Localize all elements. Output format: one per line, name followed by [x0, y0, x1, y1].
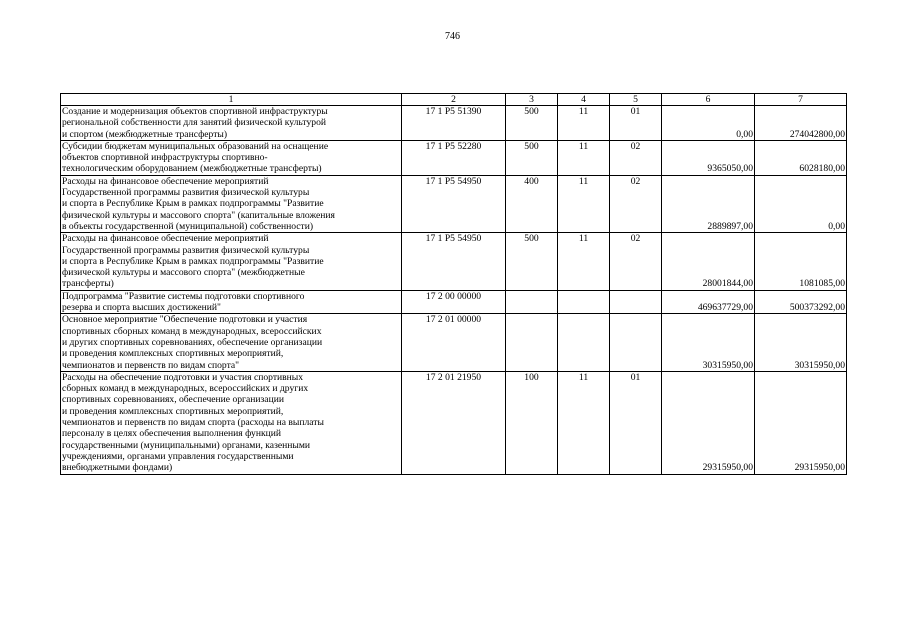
description-line: внебюджетными фондами)	[62, 462, 173, 474]
amount-column-7: 0,00	[755, 175, 847, 232]
amount-column-6: 469637729,00	[662, 290, 755, 314]
amount-column-7: 500373292,00	[755, 290, 847, 314]
description-line: резерва и спорта высших достижений"	[62, 302, 221, 314]
row-description	[61, 290, 402, 314]
description-line: Основное мероприятие "Обеспечение подготовки и участия	[62, 314, 308, 326]
expense-type-code	[506, 314, 558, 371]
subsection-code: 01	[610, 106, 662, 141]
section-code: 11	[558, 233, 610, 290]
description-line: Расходы на финансовое обеспечение мероприятий	[62, 175, 269, 187]
expense-type-code: 400	[506, 175, 558, 232]
subsection-code	[610, 290, 662, 314]
amount-column-6: 2889897,00	[662, 175, 755, 232]
description-line: и проведения комплексных спортивных мероприятий,	[62, 405, 284, 417]
target-article-code: 17 2 01 00000	[402, 314, 506, 371]
table-row	[61, 314, 847, 371]
row-description	[61, 106, 402, 141]
expense-type-code: 500	[506, 233, 558, 290]
subsection-code: 02	[610, 175, 662, 232]
description-line: Подпрограмма "Развитие системы подготовки спортивного	[62, 290, 305, 302]
description-line: сборных команд в международных, всероссийских и других	[62, 383, 309, 395]
amount-column-7: 30315950,00	[755, 314, 847, 371]
column-header: 6	[662, 94, 755, 106]
description-line: региональной собственности для занятий физической культурой	[62, 117, 327, 129]
description-line: Расходы на обеспечение подготовки и участия спортивных	[62, 371, 304, 383]
description-line: Расходы на финансовое обеспечение мероприятий	[62, 233, 269, 245]
description-line: и спорта в Республике Крым в рамках подпрограммы "Развитие	[62, 198, 324, 210]
row-description	[61, 175, 402, 232]
description-line: физической культуры и массового спорта" (капитальные вложения	[62, 209, 335, 221]
row-description	[61, 314, 402, 371]
expense-type-code	[506, 290, 558, 314]
description-line: спортивных сборных команд в международных, всероссийских	[62, 325, 322, 337]
column-header: 4	[558, 94, 610, 106]
amount-column-6: 28001844,00	[662, 233, 755, 290]
amount-column-6: 29315950,00	[662, 371, 755, 474]
description-line: объектов спортивной инфраструктуры спортивно-	[62, 152, 268, 164]
target-article-code: 17 2 01 21950	[402, 371, 506, 474]
amount-column-6: 9365050,00	[662, 140, 755, 175]
description-line: чемпионатов и первенств по видам спорта"	[62, 359, 240, 371]
description-line: физической культуры и массового спорта" (межбюджетные	[62, 267, 305, 279]
description-line: в объекты государственной (муниципальной) собственности)	[62, 220, 314, 232]
column-header: 1	[61, 94, 402, 106]
expense-type-code: 500	[506, 106, 558, 141]
subsection-code	[610, 314, 662, 371]
amount-column-7: 1081085,00	[755, 233, 847, 290]
table-row	[61, 290, 847, 314]
description-line: Государственной программы развития физической культуры	[62, 187, 310, 199]
section-code: 11	[558, 106, 610, 141]
description-line: спортивных соревнованиях, обеспечение организации	[62, 394, 284, 406]
description-line: технологическим оборудованием (межбюджетные трансферты)	[62, 163, 322, 175]
column-header: 2	[402, 94, 506, 106]
budget-table	[60, 93, 847, 475]
subsection-code: 02	[610, 233, 662, 290]
target-article-code: 17 1 Р5 52280	[402, 140, 506, 175]
table-row	[61, 175, 847, 232]
section-code: 11	[558, 140, 610, 175]
table-row	[61, 233, 847, 290]
description-line: и спорта в Республике Крым в рамках подпрограммы "Развитие	[62, 255, 324, 267]
row-description	[61, 371, 402, 474]
section-code	[558, 290, 610, 314]
row-description	[61, 233, 402, 290]
description-line: Создание и модернизация объектов спортивной инфраструктуры	[62, 106, 328, 117]
description-line: и других спортивных соревнованиях, обеспечение организации	[62, 336, 323, 348]
target-article-code: 17 2 00 00000	[402, 290, 506, 314]
description-line: Субсидии бюджетам муниципальных образований на оснащение	[62, 140, 329, 152]
description-line: и проведения комплексных спортивных мероприятий,	[62, 348, 284, 360]
column-header: 3	[506, 94, 558, 106]
subsection-code: 01	[610, 371, 662, 474]
column-header: 7	[755, 94, 847, 106]
section-code: 11	[558, 175, 610, 232]
page-number: 746	[445, 31, 460, 42]
amount-column-7: 6028180,00	[755, 140, 847, 175]
amount-column-7: 29315950,00	[755, 371, 847, 474]
amount-column-7: 274042800,00	[755, 106, 847, 141]
table-row	[61, 106, 847, 141]
amount-column-6: 30315950,00	[662, 314, 755, 371]
target-article-code: 17 1 Р5 51390	[402, 106, 506, 141]
target-article-code: 17 1 Р5 54950	[402, 175, 506, 232]
section-code	[558, 314, 610, 371]
amount-column-6: 0,00	[662, 106, 755, 141]
description-line: учреждениями, органами управления государственными	[62, 450, 294, 462]
expense-type-code: 100	[506, 371, 558, 474]
description-line: и спортом (межбюджетные трансферты)	[62, 128, 228, 140]
column-header: 5	[610, 94, 662, 106]
description-line: трансферты)	[62, 278, 114, 290]
description-line: чемпионатов и первенств по видам спорта (расходы на выплаты	[62, 417, 324, 429]
description-line: Государственной программы развития физической культуры	[62, 244, 310, 256]
section-code: 11	[558, 371, 610, 474]
target-article-code: 17 1 Р5 54950	[402, 233, 506, 290]
table-row	[61, 140, 847, 175]
description-line: персоналу в целях обеспечения выполнения функций	[62, 428, 282, 440]
row-description	[61, 140, 402, 175]
table-row	[61, 371, 847, 474]
header-row	[61, 94, 847, 106]
expense-type-code: 500	[506, 140, 558, 175]
subsection-code: 02	[610, 140, 662, 175]
description-line: государственными (муниципальными) органами, казенными	[62, 439, 311, 451]
